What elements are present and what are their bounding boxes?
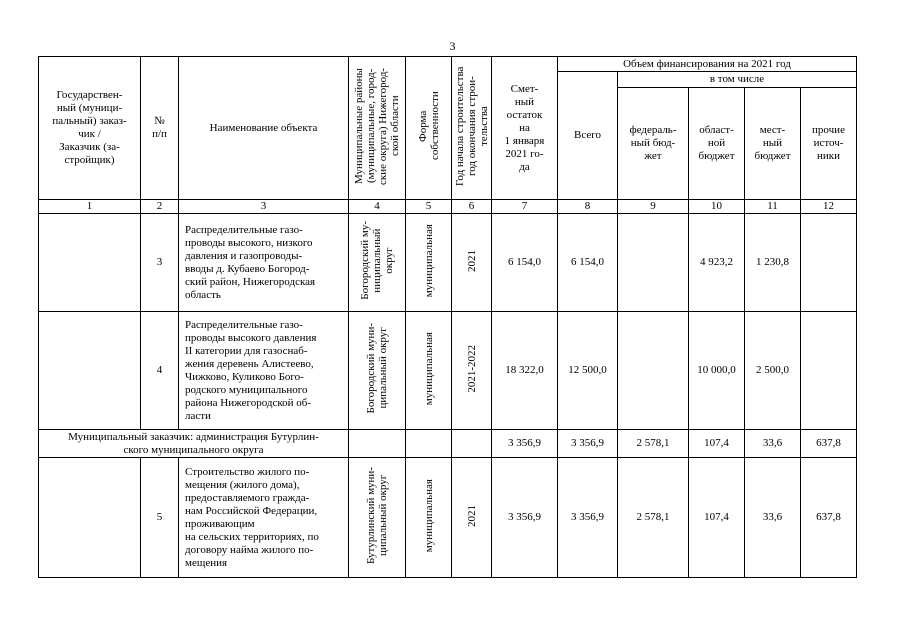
row-balance: 18 322,0 <box>492 312 558 430</box>
row-regional: 107,4 <box>689 458 745 578</box>
row-district: Бутурлинский муни- ципальный округ <box>349 458 406 578</box>
col-number: 10 <box>689 200 745 214</box>
page-number: 3 <box>449 39 456 53</box>
col-number: 1 <box>39 200 141 214</box>
financing-table <box>38 56 857 578</box>
header-row-1 <box>39 57 857 72</box>
header-total: Всего <box>558 72 618 200</box>
row-federal <box>618 312 689 430</box>
header-regional: област- ной бюджет <box>689 88 745 200</box>
row-object-name: Распределительные газо- проводы высокого, низкого давления и газопроводы- вводы д. Кубаево Богород- ский район, Нижегородская область <box>179 214 349 312</box>
row-years: 2021 <box>452 214 492 312</box>
subtotal-other: 637,8 <box>801 430 857 458</box>
subtotal-empty <box>406 430 452 458</box>
col-number: 7 <box>492 200 558 214</box>
subtotal-regional: 107,4 <box>689 430 745 458</box>
table-row <box>39 312 857 430</box>
header-num: № п/п <box>141 57 179 200</box>
col-number: 8 <box>558 200 618 214</box>
row-ownership: муниципальная <box>406 458 452 578</box>
row-num: 3 <box>141 214 179 312</box>
subtotal-balance: 3 356,9 <box>492 430 558 458</box>
header-object-name: Наименование объекта <box>179 57 349 200</box>
row-customer <box>39 214 141 312</box>
table-row <box>39 214 857 312</box>
header-including: в том числе <box>618 72 857 88</box>
row-federal <box>618 214 689 312</box>
subtotal-label: Муниципальный заказчик: администрация Бутурлин- ского муниципального округа <box>39 430 349 458</box>
header-other: прочие источ- ники <box>801 88 857 200</box>
header-federal: федераль- ный бюд- жет <box>618 88 689 200</box>
row-ownership: муниципальная <box>406 312 452 430</box>
row-federal: 2 578,1 <box>618 458 689 578</box>
row-total: 3 356,9 <box>558 458 618 578</box>
subtotal-total: 3 356,9 <box>558 430 618 458</box>
header-local: мест- ный бюджет <box>745 88 801 200</box>
subtotal-local: 33,6 <box>745 430 801 458</box>
col-number: 6 <box>452 200 492 214</box>
column-numbers-row <box>39 200 857 214</box>
col-number: 9 <box>618 200 689 214</box>
row-regional: 4 923,2 <box>689 214 745 312</box>
row-local: 2 500,0 <box>745 312 801 430</box>
row-other: 637,8 <box>801 458 857 578</box>
row-district: Богородский му- ниципальный округ <box>349 214 406 312</box>
row-local: 1 230,8 <box>745 214 801 312</box>
row-balance: 3 356,9 <box>492 458 558 578</box>
header-balance: Смет- ный остаток на 1 января 2021 го- да <box>492 57 558 200</box>
row-years: 2021 <box>452 458 492 578</box>
col-number: 3 <box>179 200 349 214</box>
table-row <box>39 458 857 578</box>
subtotal-empty <box>452 430 492 458</box>
col-number: 4 <box>349 200 406 214</box>
col-number: 12 <box>801 200 857 214</box>
row-district: Богородский муни- ципальный округ <box>349 312 406 430</box>
row-total: 6 154,0 <box>558 214 618 312</box>
header-ownership: Форма собственности <box>406 57 452 200</box>
subtotal-empty <box>349 430 406 458</box>
header-funding-title: Объем финансирования на 2021 год <box>558 57 857 72</box>
row-customer <box>39 312 141 430</box>
row-num: 5 <box>141 458 179 578</box>
row-total: 12 500,0 <box>558 312 618 430</box>
col-number: 5 <box>406 200 452 214</box>
row-regional: 10 000,0 <box>689 312 745 430</box>
header-customer: Государствен- ный (муници- пальный) заказ- чик / Заказчик (за- стройщик) <box>39 57 141 200</box>
header-districts: Муниципальные районы (муниципальные, город- ские округа) Нижегород- ской области <box>349 57 406 200</box>
row-balance: 6 154,0 <box>492 214 558 312</box>
subtotal-federal: 2 578,1 <box>618 430 689 458</box>
row-other <box>801 214 857 312</box>
row-num: 4 <box>141 312 179 430</box>
row-object-name: Распределительные газо- проводы высокого давления II категории для газоснаб- жения деревень Алистеево, Чижково, Куликово Бого- родского муниципального района Нижегородской об- ласти <box>179 312 349 430</box>
subtotal-row <box>39 430 857 458</box>
row-local: 33,6 <box>745 458 801 578</box>
col-number: 2 <box>141 200 179 214</box>
header-years: Год начала строительства год окончания строи- тельства <box>452 57 492 200</box>
row-customer <box>39 458 141 578</box>
row-other <box>801 312 857 430</box>
row-object-name: Строительство жилого по- мещения (жилого дома), предоставляемого гражда- нам Российской Федерации, проживающим на сельских территориях, по договору найма жилого по- мещения <box>179 458 349 578</box>
col-number: 11 <box>745 200 801 214</box>
row-years: 2021-2022 <box>452 312 492 430</box>
row-ownership: муниципальная <box>406 214 452 312</box>
